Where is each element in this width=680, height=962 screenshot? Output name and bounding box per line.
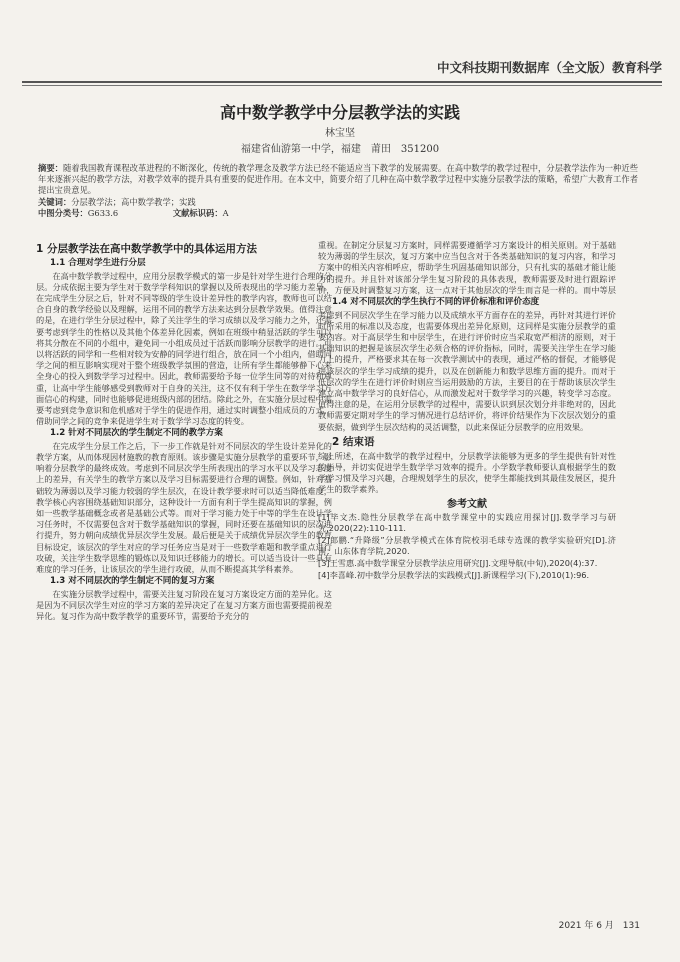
author-affiliation: 福建省仙游第一中学，福建 莆田 351200 <box>240 144 440 155</box>
section-2-paragraph: 综上所述，在高中数学的教学过程中，分层教学法能够为更多的学生提供有针对性的指导，并切实促进学生数学学习效率的提升。小学数学教师要认真根据学生的数学学习惯及学习兴趣，合理规划学生的层次，使学生都能找到其最佳发展区，提升学生的数学素养。 <box>318 450 616 495</box>
section-1-3-heading: 1.3 对不同层次的学生制定不同的复习方案 <box>50 576 215 587</box>
keywords-text: 分层教学法；高中数学教学；实践 <box>71 196 196 207</box>
journal-header: 中文科技期刊数据库（全文版）教育科学 <box>22 58 662 83</box>
reference-item: [1]毕文杰.隐性分层教学在高中数学课堂中的实践应用探讨[J].数学学习与研究,2020(22):110-111. <box>318 511 616 533</box>
doc-label: 文献标识码： <box>172 207 223 218</box>
article-author: 林宝坚 <box>325 128 355 139</box>
abstract-text: 随着我国教育课程改革进程的不断深化，传统的教学理念及教学方法已经不能适应当下教学的发展需要。在高中数学的教学过程中，分层教学法作为一种近些年来逐渐兴起的教学方法，对教学效率的提升具有重要的促进作用。在本文中，简要介绍了几种在高中数学教学过程中实施分层教学法的策略，希望广大教育工作者提出宝贵意见。 <box>38 163 638 196</box>
clc-label: 中图分类号： <box>38 207 88 218</box>
clc-value: G633.6 <box>87 207 119 218</box>
section-1-heading: 1 分层教学法在高中数学教学中的具体运用方法 <box>36 243 257 255</box>
section-1-2-heading: 1.2 针对不同层次的学生制定不同的教学方案 <box>50 428 223 439</box>
right-column <box>318 240 616 582</box>
references-heading: 参考文献 <box>447 498 487 510</box>
article-title: 高中数学教学中分层教学法的实践 <box>219 103 460 122</box>
reference-item: [2]郎鹏.“升降级”分层教学模式在体育院校羽毛球专选课的教学实验研究[D].济南：山东体育学院,2020. <box>318 534 616 556</box>
doc-field <box>173 208 255 218</box>
section-2-heading: 2 结束语 <box>332 435 375 448</box>
section-1-3-tail: 重视。在制定分层复习方案时，同样需要遵循学习方案设计的相关原则。对于基础较为薄弱的学生层次，复习方案中应当包含对于各类基础知识的复习内容，和学习方案中的相关内容相呼应，帮助学生巩固基础知识部分，只有扎实的基础才能让能力的提升。并且针对该部分学生复习阶段的具体表现，教师需要及时进行跟踪评价，方便及时调整复习方案，这一点对于其他层次的学生而言是一样的。而中等层 <box>318 240 616 295</box>
reference-item: [3]王雪惠.高中数学课堂分层教学法应用研究[J].文理导航(中旬),2020(4):37. <box>318 557 598 568</box>
abstract-block <box>38 163 638 219</box>
abstract-paragraph <box>38 163 638 197</box>
section-1-2-paragraph: 在完成学生分层工作之后，下一步工作就是针对不同层次的学生设计差异化的教学方案，从而体现因材施教的教育原则。该步骤是实施分层教学的重要环节，影响着分层教学的最终成效。考虑到不同层次学生所表现出的学习水平以及学习态度上的差异，有关学生的教学方案以及学习目标需要进行合理的调整。例如，针对基础较为薄弱以及学习能力较弱的学生层次，在设计教学要求时可以适当降低难度，教学核心内容围绕基础知识部分，这种设计一方面有利于学生提高知识的掌握，例如一些教学基础概念或者是基础公式等。而对于学习能力处于中等的学生在设计学习任务时，不仅需要包含对于数学基础知识的掌握，同时还要在基础知识的层次进行提升，努力朝向成绩优异层次学生发展。最后便是关于成绩优异层次学生的教育目标设定，该层次的学生对应的学习任务应当是对于一些数学难题和教学重点进行攻破，关注学生数学思维的锻炼以及知识迁移能力的增长。可以适当设计一些具有难度的学习任务，让该层次的学生进行攻破，从而不断提高其学科素养。 <box>36 440 332 575</box>
keywords-label: 关键词： <box>38 196 72 207</box>
keywords-line <box>38 197 638 208</box>
abstract-label: 摘要： <box>38 163 64 173</box>
doc-value: A <box>222 207 229 218</box>
section-1-3-paragraph: 在实施分层教学过程中，需要关注复习阶段在复习方案设定方面的差异化。这是因为不同层次学生对应的学习方案的差异决定了在复习方案方面也需要提前视差异化。复习作为高中数学教学的重要环节，需要给予充分的 <box>36 588 332 622</box>
section-1-1-heading: 1.1 合理对学生进行分层 <box>50 258 146 268</box>
section-1-4-paragraph: 考虑到不同层次学生在学习能力以及成绩水平方面存在的差异，再针对其进行评价时所采用的标准以及态度，也需要体现出差异化原则，这同样是实施分层教学的重要内容。对于高层学生和中层学生，在进行评价时应当采取宽严相济的原则，对于基础知识的把握是该层次学生必须合格的评价指标，同时，需要关注学生在学习能力上的提升，严格要求其在每一次教学测试中的表现，通过严格的督促，才能够促进该层次的学生学习成绩的提升，以及在创新能力和数学思维方面的提升。而对于低层次的学生在进行评价时则应当运用鼓励的方法，主要目的在于帮助该层次学生建立高中数学学习的良好信心，从而激发起对于数学学习的兴趣，转变学习态度。值得注意的是，在运用分层教学的过程中，需要认识到层次划分并非绝对的，因此教师需要定期对学生的学习情况进行总结评价，将评价结果作为下次层次划分的重要依据，做到学生层次结构的灵活调整，以此来保证分层教学的应用效果。 <box>318 309 616 432</box>
section-1-1-paragraph: 在高中数学教学过程中，应用分层教学模式的第一步是针对学生进行合理的分层。分成依据主要为学生对于数学学科知识的掌握以及所表现出的学习能力差异。在完成学生分层之后，针对不同等级的学生设计差异性的教学内容，教师也可以结合自身的教学经验以及理解，运用不同的教学方法来达到分层教学效果。值得注意的是，在进行学生分层过程中，除了关注学生的学习成绩以及学习能力之外，还需要考虑到学生的性格以及其他个体差异化因素，例如在班级中稍显活跃的学生可以将其分散在不同的小组中，避免同一小组成员过于活跃而影响分层教学的进行。可以将活跃的同学和一些相对较为安静的同学进行组合，放在同一个小组内，借助同学之间的相互影响实现对于整个班级教学氛围的营造，让所有学生都能够静下心来全身心的投入到数学学习过程中。因此，教师需要给予每一位学生同等的对待和尊重，让高中学生能够感受到教师对于自身的关注，这不仅有利于学生在数学学习方面信心的构建，同时也能够促进班级内部的团结。除此之外，在实施分层过程中需要考虑到竞争意识和危机感对于学生的促进作用，通过实时调整小组成员的方式，借助同学之间的竞争来促进学生对于数学学习态度的转变。 <box>36 270 332 427</box>
clc-field <box>38 208 144 218</box>
classification-line <box>38 208 638 219</box>
left-column <box>36 240 332 626</box>
references-list <box>318 512 616 581</box>
section-1-4-heading: 1.4 对不同层次的学生执行不同的评价标准和评价态度 <box>332 297 540 307</box>
reference-item: [4]李喜峰.初中数学分层教学法的实践模式[J].新课程学习(下),2010(1):96. <box>318 569 590 580</box>
page-footer: 2021 年 6 月 131 <box>558 921 640 931</box>
